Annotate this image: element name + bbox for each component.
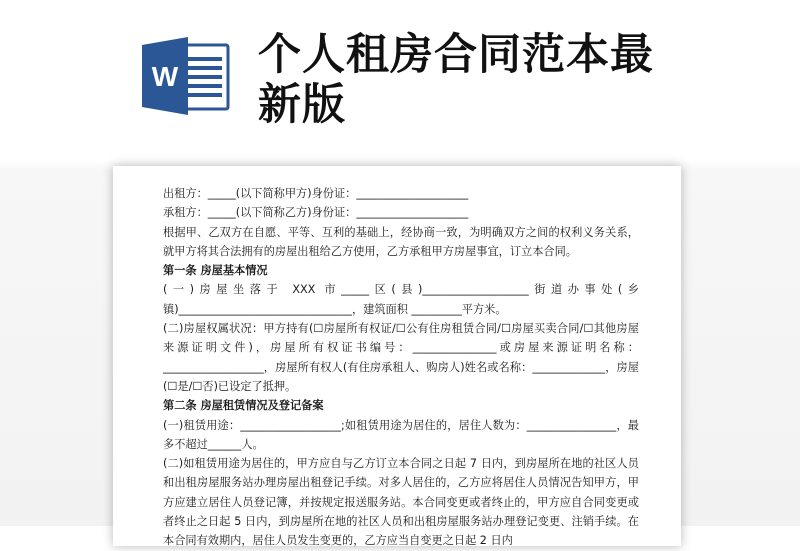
header-banner (0, 0, 800, 160)
article-2-heading: 第二条 房屋租赁情况及登记备案 (163, 399, 324, 413)
word-icon (140, 37, 232, 115)
word-icon-letter: W (151, 61, 179, 92)
registration-paragraph: (二)如租赁用途为居住的，甲方应自与乙方订立本合同之日起 7 日内，到房屋所在地的社区人员和出租房屋服务站办理房屋出租登记手续。对多人居住的，乙方应将居住人员情况告知甲方，甲方应建立居住人员登记簿，并按规定报送服务站。本合同变更或者终止的，甲方应自合同变更或者终止之日起 5 日内，到房屋所在地的社区人员和出租房屋服务站办理登记变更、注销手续。在本合同有效期内，居住人员发生变更的，乙方应当自变更之日起 2 日内 (163, 457, 639, 548)
lessee-line: 承租方：_____(以下简称乙方)身份证：____________________ (163, 206, 469, 220)
document-page (113, 166, 681, 546)
lease-purpose-paragraph: (一)租赁用途：__________________;如租赁用途为居住的，居住人数为：________________，最多不超过______人。 (163, 418, 639, 451)
ownership-paragraph: (二)房屋权属状况：甲方持有(☐房屋所有权证/☐公有住房租赁合同/☐房屋买卖合同/☐其他房屋来源证明文件)，房屋所有权证书编号：_______________或房屋来源证明名称：__________________，房屋所有权人(有住房承租人、购房人)姓名或名称：_____________，房屋(☐是/☐否)已设定了抵押。 (163, 322, 639, 393)
document-body (163, 184, 639, 551)
page-title: 个人租房合同范本最新版 (258, 30, 654, 130)
preamble-paragraph: 根据甲、乙双方在自愿、平等、互利的基础上，经协商一致，为明确双方之间的权利义务关系，就甲方将其合法拥有的房屋出租给乙方使用，乙方承租甲方房屋事宜，订立本合同。 (163, 225, 639, 258)
property-location-paragraph: (一)房屋坐落于 XXX 市_____区(县)___________________街道办事处(乡镇)_______________________________，建筑面积 _________平方米。 (163, 283, 639, 316)
article-1-heading: 第一条 房屋基本情况 (163, 264, 268, 278)
lessor-line: 出租方：_____(以下简称甲方)身份证：____________________ (163, 187, 469, 200)
